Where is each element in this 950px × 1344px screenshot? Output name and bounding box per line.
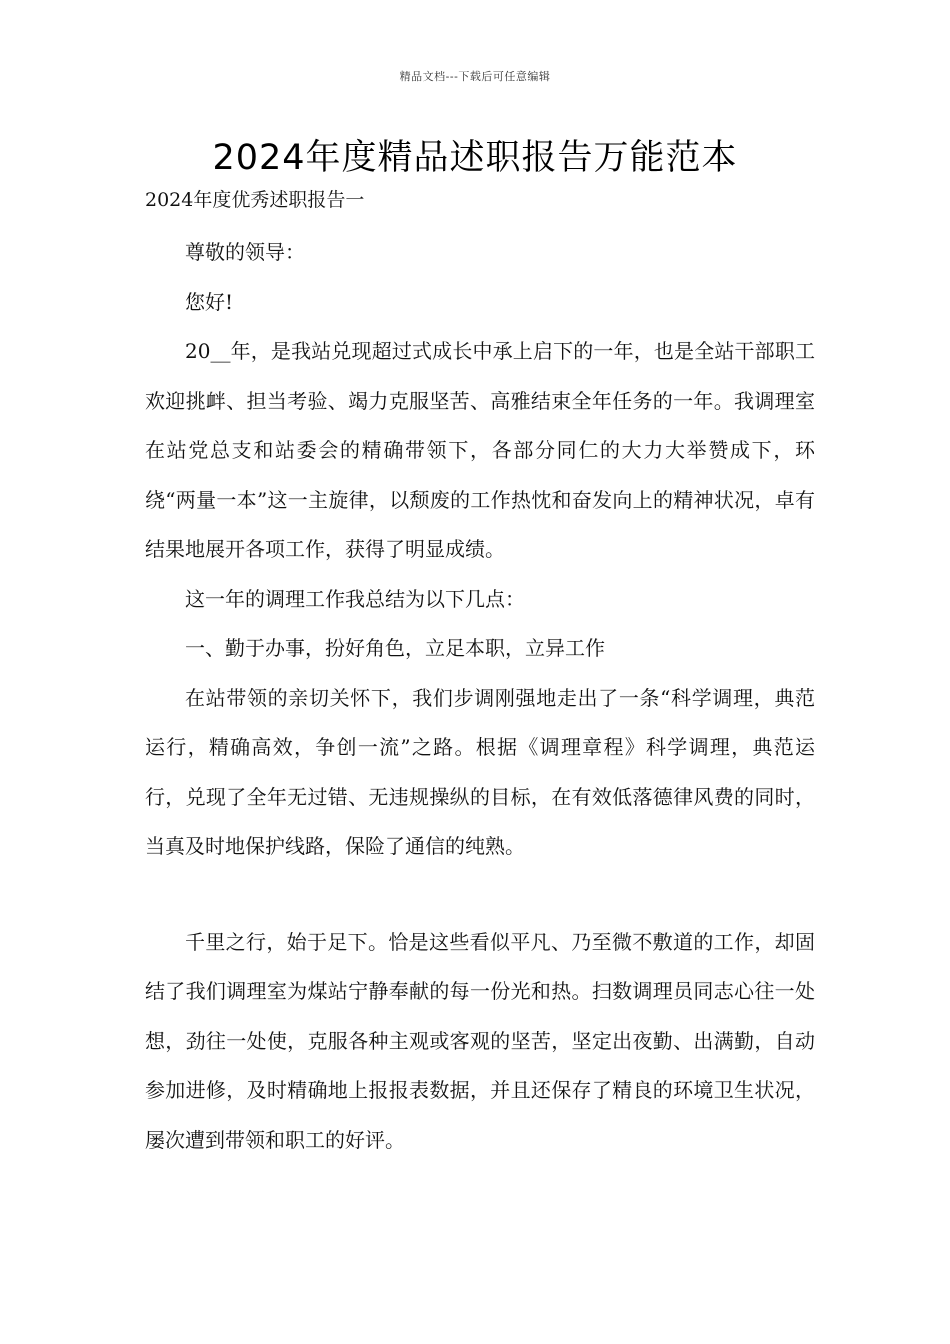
header-note: 精品文档---下载后可任意编辑: [399, 70, 551, 83]
salutation-paragraph: 尊敬的领导：: [185, 240, 305, 264]
report-subtitle: 2024年度优秀述职报告一: [145, 189, 365, 211]
section-heading-1: 一、勤于办事，扮好角色，立足本职，立异工作: [185, 636, 605, 660]
document-body: [145, 182, 815, 1165]
paragraph-gap: [145, 872, 815, 918]
greeting-paragraph: 您好!: [185, 289, 234, 314]
document-title: 2024年度精品述职报告万能范本: [212, 138, 738, 178]
body-paragraph-2: 这一年的调理工作我总结为以下几点：: [185, 586, 525, 611]
body-paragraph-3: 在站带领的亲切关怀下，我们步调刚强地走出了一条“科学调理，典范运行，精确高效，争创一流”之路。根据《调理章程》科学调理，典范运行，兑现了全年无过错、无违规操纵的目标，在有效低落德律风费的同时，当真及时地保护线路，保险了通信的纯熟。: [145, 685, 815, 858]
body-paragraph-1: 20__年，是我站兑现超过式成长中承上启下的一年，也是全站干部职工欢迎挑衅、担当考验、竭力克服坚苦、高雅结束全年任务的一年。我调理室在站党总支和站委会的精确带领下，各部分同仁的大力大举赞成下，环绕“两量一本”这一主旋律，以颓废的工作热忱和奋发向上的精神状况，卓有结果地展开各项工作，获得了明显成绩。: [145, 339, 815, 561]
body-paragraph-4: 千里之行，始于足下。恰是这些看似平凡、乃至微不敷道的工作，却固结了我们调理室为煤站宁静奉献的每一份光和热。扫数调理员同志心往一处想，劲往一处使，克服各种主观或客观的坚苦，坚定出夜勤、出满勤，自动参加进修，及时精确地上报报表数据，并且还保存了精良的环境卫生状况，屡次遭到带领和职工的好评。: [145, 929, 815, 1152]
